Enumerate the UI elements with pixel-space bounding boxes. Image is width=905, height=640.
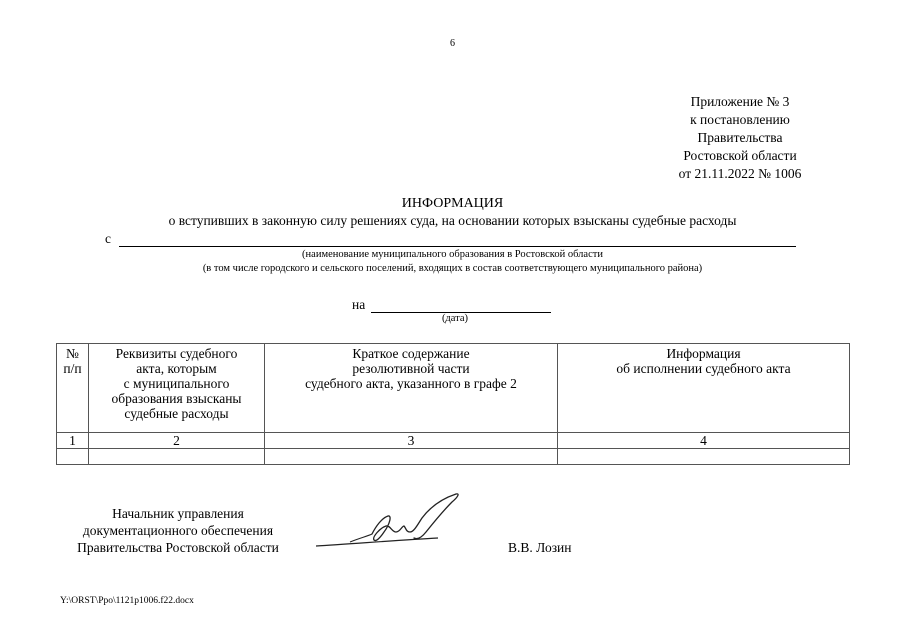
- appendix-line: к постановлению: [690, 112, 790, 127]
- date-prefix: на: [352, 297, 366, 312]
- header-line: Реквизиты судебного: [115, 346, 238, 361]
- appendix-line: от 21.11.2022 № 1006: [678, 166, 802, 181]
- signer-position: [58, 505, 298, 556]
- header-cell-requisites: [89, 344, 265, 433]
- header-cell-execution: [558, 344, 850, 433]
- handwritten-signature: [310, 488, 470, 558]
- table-header-row: [57, 344, 850, 433]
- appendix-block: [640, 93, 840, 183]
- header-cell-summary: [265, 344, 558, 433]
- header-line: судебные расходы: [124, 406, 229, 421]
- signer-name: В.В. Лозин: [508, 540, 572, 555]
- page-number: 6: [450, 38, 455, 49]
- info-table: [56, 343, 850, 465]
- column-number-row: [57, 433, 850, 449]
- header-line: об исполнении судебного акта: [616, 361, 791, 376]
- appendix-line: Ростовской области: [683, 148, 797, 163]
- appendix-line: Правительства: [697, 130, 783, 145]
- column-number: 4: [558, 433, 850, 449]
- header-line: образования взысканы: [111, 391, 242, 406]
- empty-cell: [558, 449, 850, 465]
- date-note: (дата): [441, 313, 469, 324]
- document-title: ИНФОРМАЦИЯ: [401, 196, 504, 211]
- from-prefix: с: [105, 231, 111, 246]
- blank-line: [371, 298, 551, 313]
- empty-data-row: [57, 449, 850, 465]
- header-line: судебного акта, указанного в графе 2: [305, 376, 517, 391]
- document-subtitle: о вступивших в законную силу решениях суда, на основании которых взысканы судебные расходы: [168, 213, 737, 228]
- header-line: Информация: [666, 346, 741, 361]
- header-line: акта, которым: [136, 361, 217, 376]
- header-line: п/п: [63, 361, 82, 376]
- empty-cell: [57, 449, 89, 465]
- empty-cell: [265, 449, 558, 465]
- municipality-fill-line: [105, 231, 796, 247]
- header-line: с муниципального: [123, 376, 230, 391]
- header-line: Краткое содержание: [352, 346, 470, 361]
- signer-position-line: документационного обеспечения: [82, 523, 274, 538]
- signer-position-line: Правительства Ростовской области: [77, 540, 279, 555]
- settlements-note: (в том числе городского и сельского поселений, входящих в состав соответствующего муниципального района): [202, 263, 703, 274]
- date-fill-line: [352, 297, 551, 313]
- signer-position-line: Начальник управления: [112, 506, 244, 521]
- municipality-note: (наименование муниципального образования в Ростовской области: [302, 249, 603, 260]
- column-number: 2: [89, 433, 265, 449]
- empty-cell: [89, 449, 265, 465]
- file-path: Y:\ORST\Ppo\1121p1006.f22.docx: [60, 596, 194, 606]
- header-line: резолютивной части: [352, 361, 470, 376]
- column-number: 1: [57, 433, 89, 449]
- appendix-line: Приложение № 3: [690, 94, 790, 109]
- header-cell-number: [57, 344, 89, 433]
- column-number: 3: [265, 433, 558, 449]
- header-line: №: [66, 346, 79, 361]
- blank-line: [119, 232, 796, 247]
